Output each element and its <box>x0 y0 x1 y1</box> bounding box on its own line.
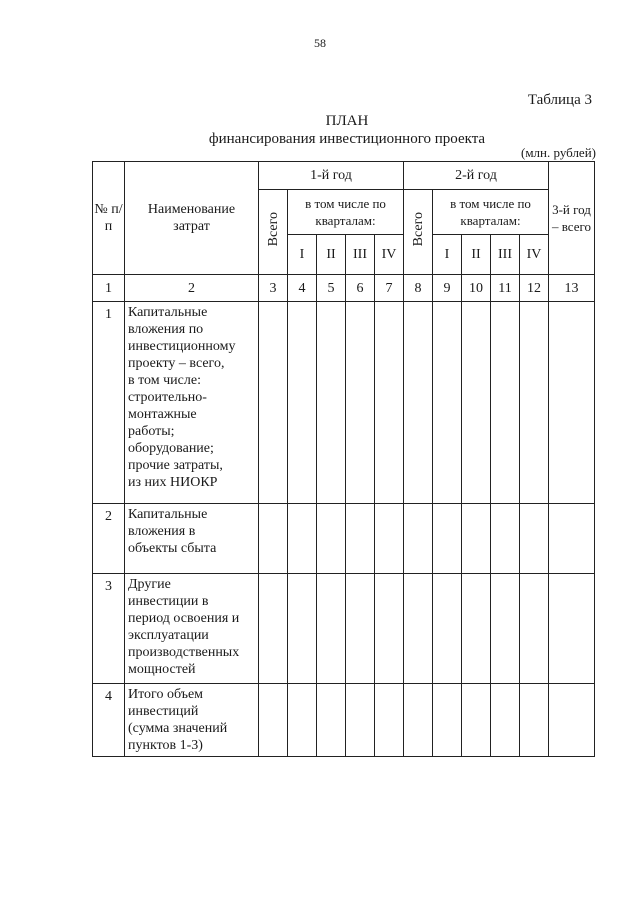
year1-quarter-3: III <box>346 235 375 275</box>
column-number: 8 <box>404 275 433 302</box>
header-year-2: 2-й год <box>404 162 549 190</box>
row-name-line: Итого объем <box>128 687 204 702</box>
value-cell[interactable] <box>404 574 433 684</box>
header-year2-quarters: в том числе по кварталам: <box>433 190 549 235</box>
column-number: 13 <box>549 275 595 302</box>
row-name-line: инвестиции в <box>128 594 209 609</box>
title-line-1: ПЛАН <box>325 113 369 129</box>
row-number: 4 <box>93 684 125 757</box>
value-cell[interactable] <box>375 302 404 504</box>
value-cell[interactable] <box>288 574 317 684</box>
year2-quarter-4: IV <box>520 235 549 275</box>
year1-quarter-1: I <box>288 235 317 275</box>
table-reference: Таблица 3 <box>527 92 592 108</box>
value-cell[interactable] <box>520 684 549 757</box>
value-cell[interactable] <box>520 574 549 684</box>
row-name-line: эксплуатации <box>128 628 209 643</box>
column-number: 4 <box>288 275 317 302</box>
row-name-line: строительно- <box>128 390 207 405</box>
row-name-line: период освоения и <box>128 611 240 626</box>
row-name-line: Капитальные <box>128 507 208 522</box>
row-name-line: Другие <box>128 577 171 592</box>
value-cell[interactable] <box>259 302 288 504</box>
value-cell[interactable] <box>549 574 595 684</box>
value-cell[interactable] <box>404 684 433 757</box>
row-number: 2 <box>93 504 125 574</box>
column-number: 9 <box>433 275 462 302</box>
data-rows <box>93 302 595 757</box>
value-cell[interactable] <box>259 574 288 684</box>
value-cell[interactable] <box>462 684 491 757</box>
value-cell[interactable] <box>346 302 375 504</box>
value-cell[interactable] <box>433 684 462 757</box>
column-numbers-row <box>93 275 595 302</box>
value-cell[interactable] <box>462 302 491 504</box>
row-name-line: в том числе: <box>128 373 201 388</box>
value-cell[interactable] <box>259 684 288 757</box>
header-year1-total: Всего <box>259 190 288 275</box>
header-year2-total: Всего <box>404 190 433 275</box>
row-name-line: вложения в <box>128 524 196 539</box>
value-cell[interactable] <box>288 504 317 574</box>
row-number: 1 <box>93 302 125 504</box>
page-number: 58 <box>314 36 326 50</box>
row-name-line: инвестиций <box>128 704 199 719</box>
table-row <box>93 504 595 574</box>
row-number: 3 <box>93 574 125 684</box>
row-name-line: (сумма значений <box>128 721 228 736</box>
column-number: 6 <box>346 275 375 302</box>
value-cell[interactable] <box>491 574 520 684</box>
value-cell[interactable] <box>375 684 404 757</box>
value-cell[interactable] <box>288 684 317 757</box>
row-name-line: пунктов 1-3) <box>128 738 203 753</box>
table-row <box>93 574 595 684</box>
value-cell[interactable] <box>404 302 433 504</box>
value-cell[interactable] <box>520 504 549 574</box>
column-number: 7 <box>375 275 404 302</box>
row-name-line: монтажные <box>128 407 197 422</box>
column-number: 11 <box>491 275 520 302</box>
year2-quarter-1: I <box>433 235 462 275</box>
row-name-line: прочие затраты, <box>128 458 223 473</box>
row-name-line: производственных <box>128 645 240 660</box>
value-cell[interactable] <box>317 504 346 574</box>
value-cell[interactable] <box>491 504 520 574</box>
row-name <box>125 684 259 757</box>
value-cell[interactable] <box>259 504 288 574</box>
value-cell[interactable] <box>317 302 346 504</box>
value-cell[interactable] <box>491 684 520 757</box>
value-cell[interactable] <box>433 504 462 574</box>
row-name-line: объекты сбыта <box>128 541 217 556</box>
value-cell[interactable] <box>288 302 317 504</box>
header-year-1: 1-й год <box>259 162 404 190</box>
column-number: 3 <box>259 275 288 302</box>
row-name <box>125 574 259 684</box>
value-cell[interactable] <box>346 574 375 684</box>
row-name-line: из них НИОКР <box>128 475 218 490</box>
value-cell[interactable] <box>433 574 462 684</box>
financing-plan-table <box>92 161 595 757</box>
value-cell[interactable] <box>462 574 491 684</box>
row-name-line: Капитальные <box>128 305 208 320</box>
units-label: (млн. рублей) <box>521 145 596 160</box>
header-num: № п/п <box>93 162 125 275</box>
value-cell[interactable] <box>433 302 462 504</box>
value-cell[interactable] <box>520 302 549 504</box>
table-row <box>93 302 595 504</box>
value-cell[interactable] <box>375 574 404 684</box>
year2-quarter-2: II <box>462 235 491 275</box>
document-title <box>0 112 640 148</box>
row-name <box>125 504 259 574</box>
header-name: Наименование затрат <box>125 162 259 275</box>
value-cell[interactable] <box>549 302 595 504</box>
column-number: 1 <box>93 275 125 302</box>
year2-quarter-3: III <box>491 235 520 275</box>
value-cell[interactable] <box>549 684 595 757</box>
row-name-line: оборудование; <box>128 441 214 456</box>
value-cell[interactable] <box>462 504 491 574</box>
value-cell[interactable] <box>375 504 404 574</box>
column-number: 2 <box>125 275 259 302</box>
column-number: 10 <box>462 275 491 302</box>
header-year-3: 3-й год – всего <box>549 162 595 275</box>
table-row <box>93 684 595 757</box>
row-name-line: мощностей <box>128 662 196 677</box>
column-number: 5 <box>317 275 346 302</box>
header-year1-quarters: в том числе по кварталам: <box>288 190 404 235</box>
value-cell[interactable] <box>404 504 433 574</box>
year1-quarter-2: II <box>317 235 346 275</box>
value-cell[interactable] <box>317 684 346 757</box>
value-cell[interactable] <box>346 684 375 757</box>
value-cell[interactable] <box>549 504 595 574</box>
value-cell[interactable] <box>346 504 375 574</box>
row-name-line: вложения по <box>128 322 204 337</box>
value-cell[interactable] <box>317 574 346 684</box>
column-number: 12 <box>520 275 549 302</box>
row-name <box>125 302 259 504</box>
value-cell[interactable] <box>491 302 520 504</box>
row-name-line: проекту – всего, <box>128 356 225 371</box>
title-line-2: финансирования инвестиционного проекта <box>208 131 486 147</box>
year1-quarter-4: IV <box>375 235 404 275</box>
row-name-line: инвестиционному <box>128 339 236 354</box>
row-name-line: работы; <box>128 424 175 439</box>
